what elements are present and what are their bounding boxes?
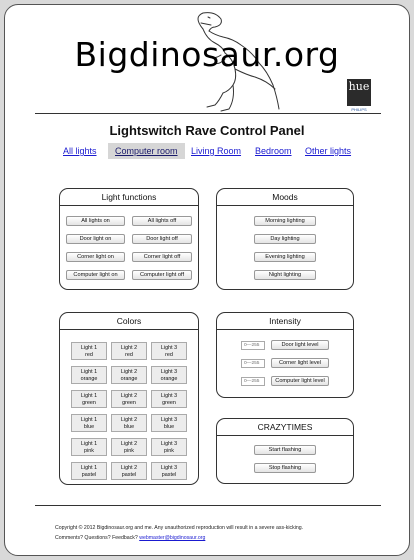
light-1-green-button[interactable]	[71, 390, 107, 408]
light-2-orange-button[interactable]	[111, 366, 147, 384]
evening-lighting-button[interactable]: Evening lighting	[254, 252, 316, 262]
contact-prompt: Comments? Questions? Feedback?	[55, 535, 138, 541]
all-lights-on-button[interactable]: All lights on	[66, 216, 125, 226]
intensity-panel	[216, 312, 354, 398]
color-button-color-label: blue	[123, 424, 135, 430]
color-button-color-label: orange	[160, 376, 178, 382]
color-button-color-label: pastel	[161, 472, 177, 478]
night-lighting-button[interactable]: Night lighting	[254, 270, 316, 280]
light-3-red-button[interactable]	[151, 342, 187, 360]
color-button-color-label: orange	[80, 376, 98, 382]
color-button-light-label: Light 3	[160, 345, 178, 351]
light-2-pastel-button[interactable]	[111, 462, 147, 480]
color-button-light-label: Light 2	[120, 393, 138, 399]
door-light-level-button[interactable]: Door light level	[271, 340, 329, 350]
door-light-on-button[interactable]: Door light on	[66, 234, 125, 244]
color-button-color-label: pastel	[121, 472, 137, 478]
light-functions-title: Light functions	[60, 189, 198, 206]
tab-living-room[interactable]: Living Room	[191, 146, 242, 156]
corner-light-on-button[interactable]: Corner light on	[66, 252, 125, 262]
tab-bedroom[interactable]: Bedroom	[255, 146, 292, 156]
corner-light-off-button[interactable]: Corner light off	[132, 252, 192, 262]
colors-title: Colors	[60, 313, 198, 330]
light-1-red-button[interactable]	[71, 342, 107, 360]
light-3-green-button[interactable]	[151, 390, 187, 408]
light-1-blue-button[interactable]	[71, 414, 107, 432]
color-button-color-label: pink	[124, 448, 134, 454]
color-button-light-label: Light 1	[80, 465, 98, 471]
color-button-light-label: Light 2	[120, 465, 138, 471]
light-1-pastel-button[interactable]	[71, 462, 107, 480]
color-button-color-label: red	[85, 352, 93, 358]
start-flashing-button[interactable]: Start flashing	[254, 445, 316, 455]
light-functions-panel	[59, 188, 199, 290]
light-3-blue-button[interactable]	[151, 414, 187, 432]
footer-divider	[35, 505, 381, 506]
color-button-color-label: orange	[120, 376, 138, 382]
light-1-orange-button[interactable]	[71, 366, 107, 384]
philips-hue-logo	[347, 79, 371, 112]
corner-light-level-button[interactable]: Corner light level	[271, 358, 329, 368]
crazytimes-title: CRAZYTIMES	[217, 419, 353, 436]
color-button-light-label: Light 3	[160, 393, 178, 399]
copyright-text: Copyright © 2012 Bigdinosaur.org and me. Any unauthorized reproduction will result in a severe ass-kicking.	[55, 525, 304, 531]
tab-computer-room[interactable]: Computer room	[108, 143, 185, 159]
color-button-color-label: green	[122, 400, 136, 406]
color-button-light-label: Light 1	[80, 393, 98, 399]
contact-line	[55, 533, 303, 543]
all-lights-off-button[interactable]: All lights off	[132, 216, 192, 226]
corner-light-level-input[interactable]	[241, 359, 265, 368]
light-3-orange-button[interactable]	[151, 366, 187, 384]
door-light-level-input[interactable]	[241, 341, 265, 350]
header-divider	[35, 113, 381, 114]
light-2-blue-button[interactable]	[111, 414, 147, 432]
color-button-color-label: blue	[83, 424, 95, 430]
color-button-light-label: Light 1	[80, 417, 98, 423]
color-button-light-label: Light 3	[160, 369, 178, 375]
color-button-light-label: Light 1	[80, 369, 98, 375]
color-button-light-label: Light 3	[160, 417, 178, 423]
light-3-pastel-button[interactable]	[151, 462, 187, 480]
computer-light-off-button[interactable]: Computer light off	[132, 270, 192, 280]
stop-flashing-button[interactable]: Stop flashing	[254, 463, 316, 473]
page-frame	[4, 4, 410, 556]
computer-light-on-button[interactable]: Computer light on	[66, 270, 125, 280]
light-3-pink-button[interactable]	[151, 438, 187, 456]
light-2-red-button[interactable]	[111, 342, 147, 360]
color-button-light-label: Light 1	[80, 441, 98, 447]
color-button-light-label: Light 3	[160, 465, 178, 471]
computer-light-level-button[interactable]: Computer light level	[271, 376, 329, 386]
color-button-light-label: Light 2	[120, 345, 138, 351]
footer	[55, 523, 303, 543]
moods-title: Moods	[217, 189, 353, 206]
morning-lighting-button[interactable]: Morning lighting	[254, 216, 316, 226]
tab-other-lights[interactable]: Other lights	[305, 146, 352, 156]
site-title: Bigdinosaur.org	[74, 35, 340, 74]
color-button-light-label: Light 3	[160, 441, 178, 447]
crazytimes-panel	[216, 418, 354, 484]
color-button-color-label: pink	[84, 448, 94, 454]
computer-light-level-input[interactable]	[241, 377, 265, 386]
color-button-color-label: red	[125, 352, 133, 358]
webmaster-email-link[interactable]: webmaster@bigdinosaur.org	[139, 535, 206, 541]
page-title: Lightswitch Rave Control Panel	[109, 123, 305, 138]
color-button-color-label: blue	[163, 424, 175, 430]
color-button-color-label: pink	[164, 448, 174, 454]
tab-all-lights[interactable]: All lights	[63, 146, 97, 156]
hue-logo-word: hue	[348, 80, 370, 93]
color-button-color-label: green	[82, 400, 96, 406]
color-button-light-label: Light 2	[120, 417, 138, 423]
colors-panel	[59, 312, 199, 485]
color-button-color-label: green	[162, 400, 176, 406]
color-button-color-label: pastel	[81, 472, 97, 478]
room-nav	[5, 143, 409, 161]
color-button-light-label: Light 1	[80, 345, 98, 351]
color-button-color-label: red	[165, 352, 173, 358]
light-1-pink-button[interactable]	[71, 438, 107, 456]
day-lighting-button[interactable]: Day lighting	[254, 234, 316, 244]
door-light-off-button[interactable]: Door light off	[132, 234, 192, 244]
philips-logo-word: PHILIPS	[351, 107, 367, 112]
color-button-light-label: Light 2	[120, 441, 138, 447]
light-2-pink-button[interactable]	[111, 438, 147, 456]
site-header	[5, 5, 409, 115]
color-button-light-label: Light 2	[120, 369, 138, 375]
moods-panel	[216, 188, 354, 290]
light-2-green-button[interactable]	[111, 390, 147, 408]
intensity-title: Intensity	[217, 313, 353, 330]
